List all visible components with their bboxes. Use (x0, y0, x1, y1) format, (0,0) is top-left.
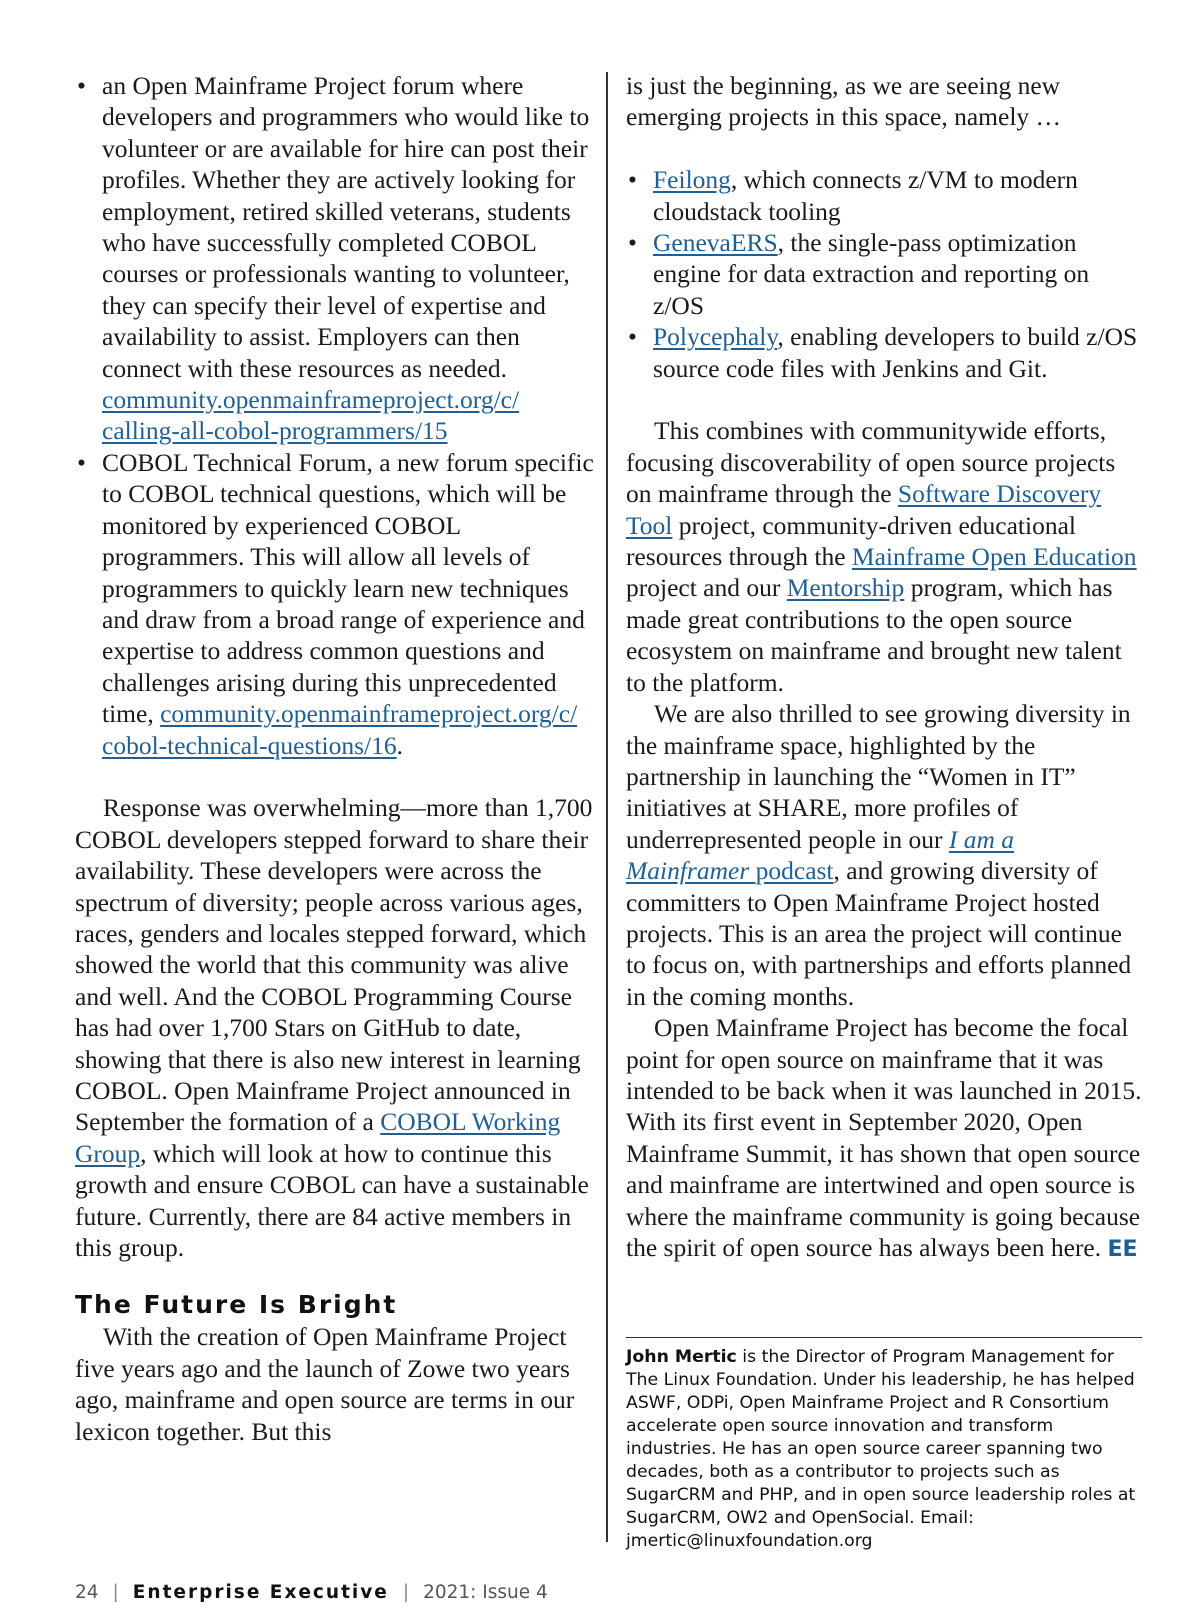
list-item: • COBOL Technical Forum, a new forum specific to COBOL technical questions, which will be monitored by experienced COBOL programmers. This will allow all levels of programmers to quickly learn new techniques and draw from a broad range of experience and expertise to address common questions and challenges arising during this unprecedented time, community.openmainframeproject.org/c/ cobol-technical-questions/16. (75, 447, 595, 761)
author-name: John Mertic (626, 1347, 737, 1367)
conclusion-paragraph: Open Mainframe Project has become the focal point for open source on mainframe that it was intended to be back when it was launched in 2015. With its first event in September 2020, Open Mainframe Summit, it has shown that open source and mainframe are intertwined and open source is where the mainframe community is going because the spirit of open source has always been here. EE (626, 1013, 1142, 1262)
end-mark: EE (1107, 1237, 1138, 1262)
future-paragraph: With the creation of Open Mainframe Project five years ago and the launch of Zowe two years ago, mainframe and open source are terms in our lexicon together. But this (75, 1322, 575, 1446)
mentorship-link[interactable]: Mentorship (786, 573, 905, 603)
author-email: Email: jmertic@linuxfoundation.org (626, 1508, 974, 1551)
polycephaly-link[interactable]: Polycephaly (653, 322, 778, 352)
column-divider (606, 72, 608, 1542)
magazine-title: Enterprise Executive (132, 1582, 389, 1603)
issue-label: 2021: Issue 4 (423, 1582, 548, 1603)
left-column (75, 70, 595, 1447)
genevaers-link[interactable]: GenevaERS (653, 228, 778, 258)
page-footer (75, 1582, 548, 1603)
community-paragraph: This combines with communitywide efforts, focusing discoverability of open source projects on mainframe through the Software Discovery Tool project, community-driven educational resources through the Mainframe Open Education project and our Mentorship program, which has made great contributions to the open source ecosystem on mainframe and brought new talent to the platform. (626, 416, 1137, 697)
bio-text: is the Director of Program Management for The Linux Foundation. Under his leadership, he has helped ASWF, ODPi, Open Mainframe Project and R Consortium accelerate open source innovation and transform industries. He has an open source career spanning two decades, both as a contributor to projects such as SugarCRM and PHP, and in open source leadership roles at SugarCRM, OW2 and OpenSocial. (626, 1347, 1136, 1528)
software-discovery-tool-link[interactable]: Software Discovery Tool (626, 479, 1102, 540)
feilong-link[interactable]: Feilong (653, 165, 731, 195)
response-paragraph: Response was overwhelming—more than 1,700 COBOL developers stepped forward to share their availability. These developers were across the spectrum of diversity; people across various ages, races, genders and locales stepped forward, which showed the world that this community was alive and well. And the COBOL Programming Course has had over 1,700 Stars on GitHub to date, showing that there is also new interest in learning COBOL. Open Mainframe Project announced in September the formation of a COBOL Working Group, which will look at how to continue this growth and ensure COBOL can have a sustainable future. Currently, there are 84 active members in this group. (75, 793, 593, 1263)
bullet1-continuation: an Open Mainframe Project forum where developers and programmers who would like to volunteer or are available for hire can post their profiles. Whether they are actively looking for employment, retired skilled veterans, students who have successfully completed COBOL courses or professionals wanting to volunteer, they can specify their level of expertise and availability to assist. Employers can then connect with these resources as needed. (102, 71, 590, 383)
intro-paragraph: is just the beginning, as we are seeing new emerging projects in this space, namely … (626, 71, 1062, 132)
list-item: • Polycephaly, enabling developers to build z/OS source code files with Jenkins and Git. (626, 321, 1142, 384)
mainframe-open-education-link[interactable]: Mainframe Open Education (851, 542, 1137, 572)
author-bio (626, 1337, 1142, 1553)
i-am-a-mainframer-podcast-link[interactable]: I am a Mainframer podcast (626, 824, 1015, 886)
resource-list (75, 70, 595, 447)
list-item (75, 70, 595, 447)
list-item: • Feilong, which connects z/VM to modern cloudstack tooling (626, 164, 1142, 227)
project-list (626, 164, 1142, 384)
footer-separator: | (402, 1582, 410, 1603)
cobol-working-group-link[interactable]: COBOL Working Group (75, 1107, 561, 1168)
footer-separator: | (112, 1582, 119, 1603)
bullet2-text: COBOL Technical Forum, a new forum specific to COBOL technical questions, which will be monitored by experienced COBOL programmers. This will allow all levels of programmers to quickly learn new techniques and draw from a broad range of experience and expertise to address common questions and challenges arising during this unprecedented time, (102, 447, 594, 729)
calling-all-cobol-link[interactable]: community.openmainframeproject.org/c/ calling-all-cobol-programmers/15 (102, 385, 520, 446)
page-number: 24 (75, 1582, 99, 1603)
section-heading: The Future Is Bright (75, 1290, 398, 1320)
cobol-technical-questions-link[interactable]: community.openmainframeproject.org/c/ cobol-technical-questions/16 (102, 699, 578, 760)
resource-list-2 (75, 447, 595, 761)
diversity-paragraph: We are also thrilled to see growing diversity in the mainframe space, highlighted by the partnership in launching the “Women in IT” initiatives at SHARE, more profiles of underrepresented people in our I am a Mainframer podcast, and growing diversity of committers to Open Mainframe Project hosted projects. This is an area the project will continue to focus on, with partnerships and efforts planned in the coming months. (626, 699, 1132, 1011)
right-column (626, 70, 1142, 1265)
list-item: • GenevaERS, the single-pass optimization engine for data extraction and reporting on z/OS (626, 227, 1142, 321)
